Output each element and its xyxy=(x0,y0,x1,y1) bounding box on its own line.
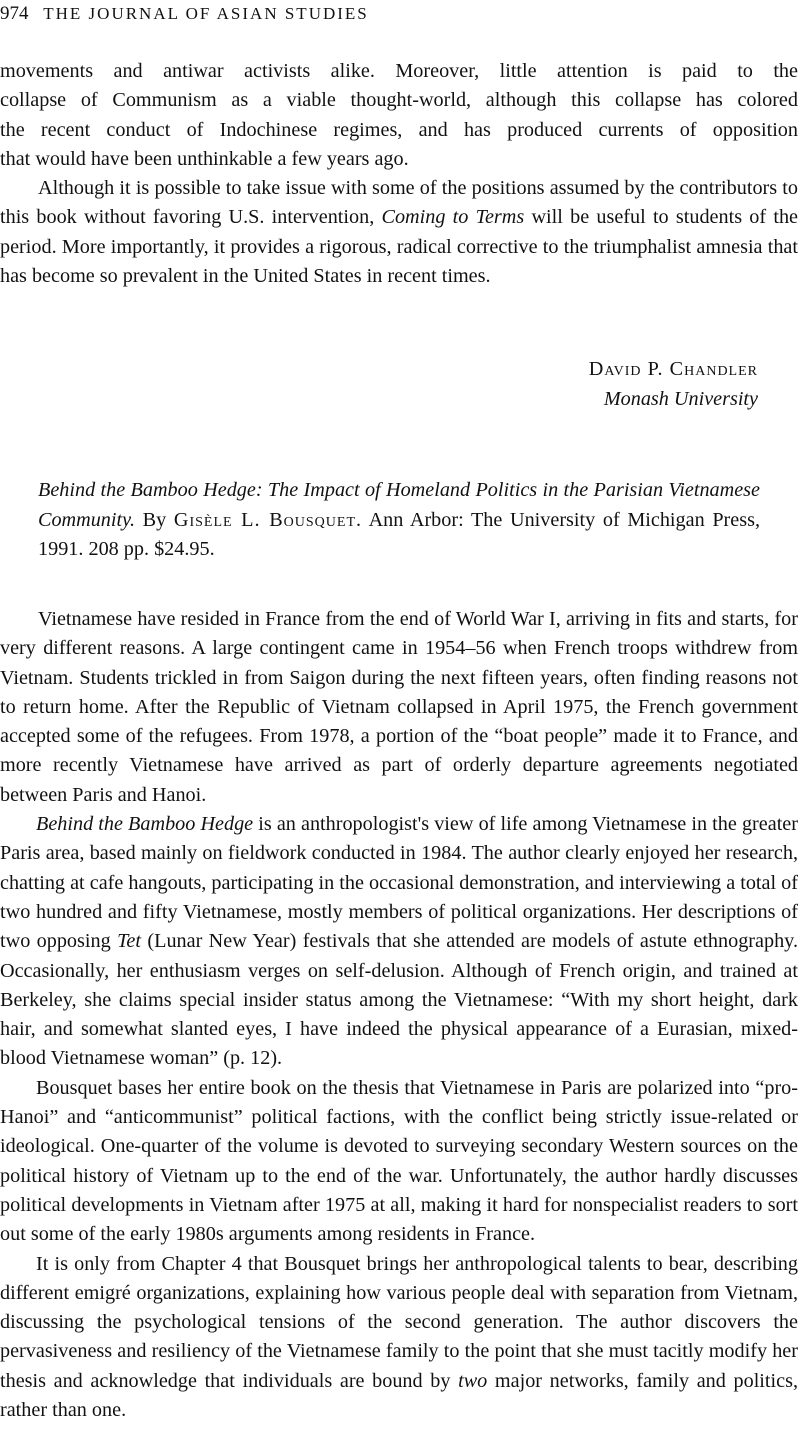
citation-by: By xyxy=(142,508,167,531)
review1-line: movements and antiwar activists alike. Moreover, little attention is paid to the xyxy=(0,60,798,82)
term-tet: Tet xyxy=(117,930,142,953)
citation-publisher: Ann Arbor: The University of Michigan Press, 1991. xyxy=(38,508,760,560)
review2-paragraph-4: It is only from Chapter 4 that Bousquet brings her anthropological talents to bear, describing different emigré organizations, explaining how various people deal with separation from Vietnam, discussing the psychological tensions of the second generation. The author discovers the pervasiveness and resiliency of the Vietnamese family to the point that she must tacitly modify her thesis and acknowledge that individuals are bound by two major networks, family and politics, rather than one. xyxy=(0,1252,798,1422)
reviewer-affiliation: Monash University xyxy=(603,388,758,410)
citation-author: Gisèle L. Bousquet. xyxy=(173,508,363,531)
reviewer-signature xyxy=(358,354,758,414)
review1-paragraph-continued xyxy=(0,57,798,174)
citation-price: $24.95. xyxy=(154,538,215,560)
page-number: 974 xyxy=(0,3,29,24)
review1-line: that would have been unthinkable a few years ago. xyxy=(0,147,409,170)
reviewer-name: David P. Chandler xyxy=(588,358,758,380)
emphasis-two: two xyxy=(458,1369,488,1392)
citation-book-title: Behind the Bamboo Hedge: The Impact of Homeland Politics in the Parisian Vietnamese Community. xyxy=(38,479,760,531)
review2-body xyxy=(0,605,798,1425)
citation-pages: 208 pp. xyxy=(88,538,150,560)
review2-paragraph-1: Vietnamese have resided in France from the end of World War I, arriving in fits and starts, for very different reasons. A large contingent came in 1954–56 when French troops withdrew from Vietnam. Students trickled in from Saigon during the next fifteen years, often finding reasons not to return home. After the Republic of Vietnam collapsed in April 1975, the French government accepted some of the refugees. From 1978, a portion of the “boat people” made it to France, and more recently Vietnamese have arrived as part of orderly departure agreements negotiated between Paris and Hanoi. xyxy=(0,608,798,806)
running-head xyxy=(0,0,800,30)
review2-paragraph-2: Behind the Bamboo Hedge is an anthropologist's view of life among Vietnamese in the greater Paris area, based mainly on fieldwork conducted in 1984. The author clearly enjoyed her research, chatting at cafe hangouts, participating in the occasional demonstration, and interviewing a total of two hundred and fifty Vietnamese, mostly members of political organizations. Her descriptions of two opposing Tet (Lunar New Year) festivals that she attended are models of astute ethnography. Occasionally, her enthusiasm verges on self-delusion. Although of French origin, and trained at Berkeley, she claims special insider status among the Vietnamese: “With my short height, dark hair, and somewhat slanted eyes, I have indeed the physical appearance of a Eurasian, mixed-blood Vietnamese woman” (p. 12). xyxy=(0,813,799,1070)
book-title-bamboo-hedge: Behind the Bamboo Hedge xyxy=(36,813,254,836)
book-citation xyxy=(38,476,760,565)
journal-title: THE JOURNAL OF ASIAN STUDIES xyxy=(43,4,369,23)
review1-paragraph-2: Although it is possible to take issue with some of the positions assumed by the contributors to this book without favoring U.S. intervention, Coming to Terms will be useful to students of the period. More importantly, it provides a rigorous, radical corrective to the triumphalist amnesia that has become so prevalent in the United States in recent times. xyxy=(0,177,798,288)
review1-line: the recent conduct of Indochinese regimes, and has produced currents of opposition xyxy=(0,118,798,141)
review2-paragraph-3: Bousquet bases her entire book on the thesis that Vietnamese in Paris are polarized into “pro-Hanoi” and “anticommunist” political factions, with the conflict being strictly issue-related or ideological. One-quarter of the volume is devoted to surveying secondary Western sources on the political history of Vietnam up to the end of the war. Unfortunately, the author hardly discusses political developments in Vietnam after 1975 at all, making it hard for nonspecialist readers to sort out some of the early 1980s arguments among residents in France. xyxy=(0,1076,798,1246)
review1-text xyxy=(0,57,798,291)
review1-line: collapse of Communism as a viable thought-world, although this collapse has colored xyxy=(0,89,798,112)
book-title-coming-to-terms: Coming to Terms xyxy=(381,206,525,229)
